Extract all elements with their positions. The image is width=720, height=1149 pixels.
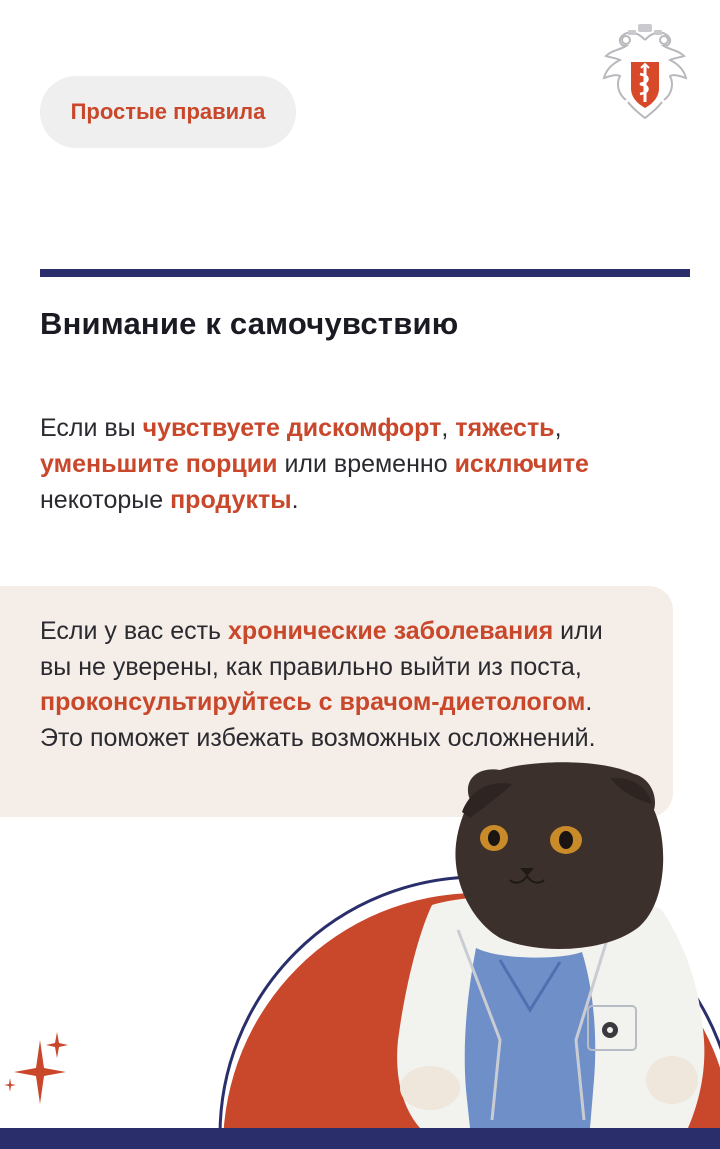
- text-span: Если вы: [40, 414, 143, 442]
- text-span: или вы не уверены, как правильно выйти из поста,: [40, 617, 603, 681]
- cat-doctor-illustration: [397, 762, 704, 1128]
- category-badge: [40, 76, 296, 148]
- bottom-bar: [0, 1128, 720, 1149]
- highlight-text: продукты: [170, 486, 292, 514]
- highlight-text: исключите: [454, 450, 589, 478]
- sparkle-icon: [4, 1032, 68, 1104]
- orange-circle: [223, 893, 720, 1149]
- emblem-icon: [598, 22, 692, 122]
- advice-paragraph-2: [40, 614, 640, 756]
- highlight-text: тяжесть: [455, 414, 555, 442]
- page-title: Внимание к самочувствию: [40, 306, 459, 341]
- text-span: ,: [554, 414, 562, 442]
- highlight-text: чувствуете дискомфорт: [142, 414, 442, 442]
- text-span: Если у вас есть: [40, 617, 229, 645]
- outline-ring: [220, 877, 720, 1149]
- highlight-text: уменьшите порции: [40, 450, 278, 478]
- text-span: ,: [441, 414, 456, 442]
- text-span: некоторые: [40, 486, 171, 514]
- highlight-text: проконсультируйтесь с врачом-диетологом: [40, 688, 586, 716]
- text-span: .: [291, 486, 299, 514]
- text-span: или временно: [277, 450, 455, 478]
- category-badge-label: Простые правила: [70, 99, 266, 124]
- text-span: . Это поможет избежать возможных осложнений.: [40, 688, 596, 752]
- highlight-text: хронические заболевания: [228, 617, 554, 645]
- advice-paragraph-1: [40, 410, 690, 518]
- section-divider: [40, 269, 690, 277]
